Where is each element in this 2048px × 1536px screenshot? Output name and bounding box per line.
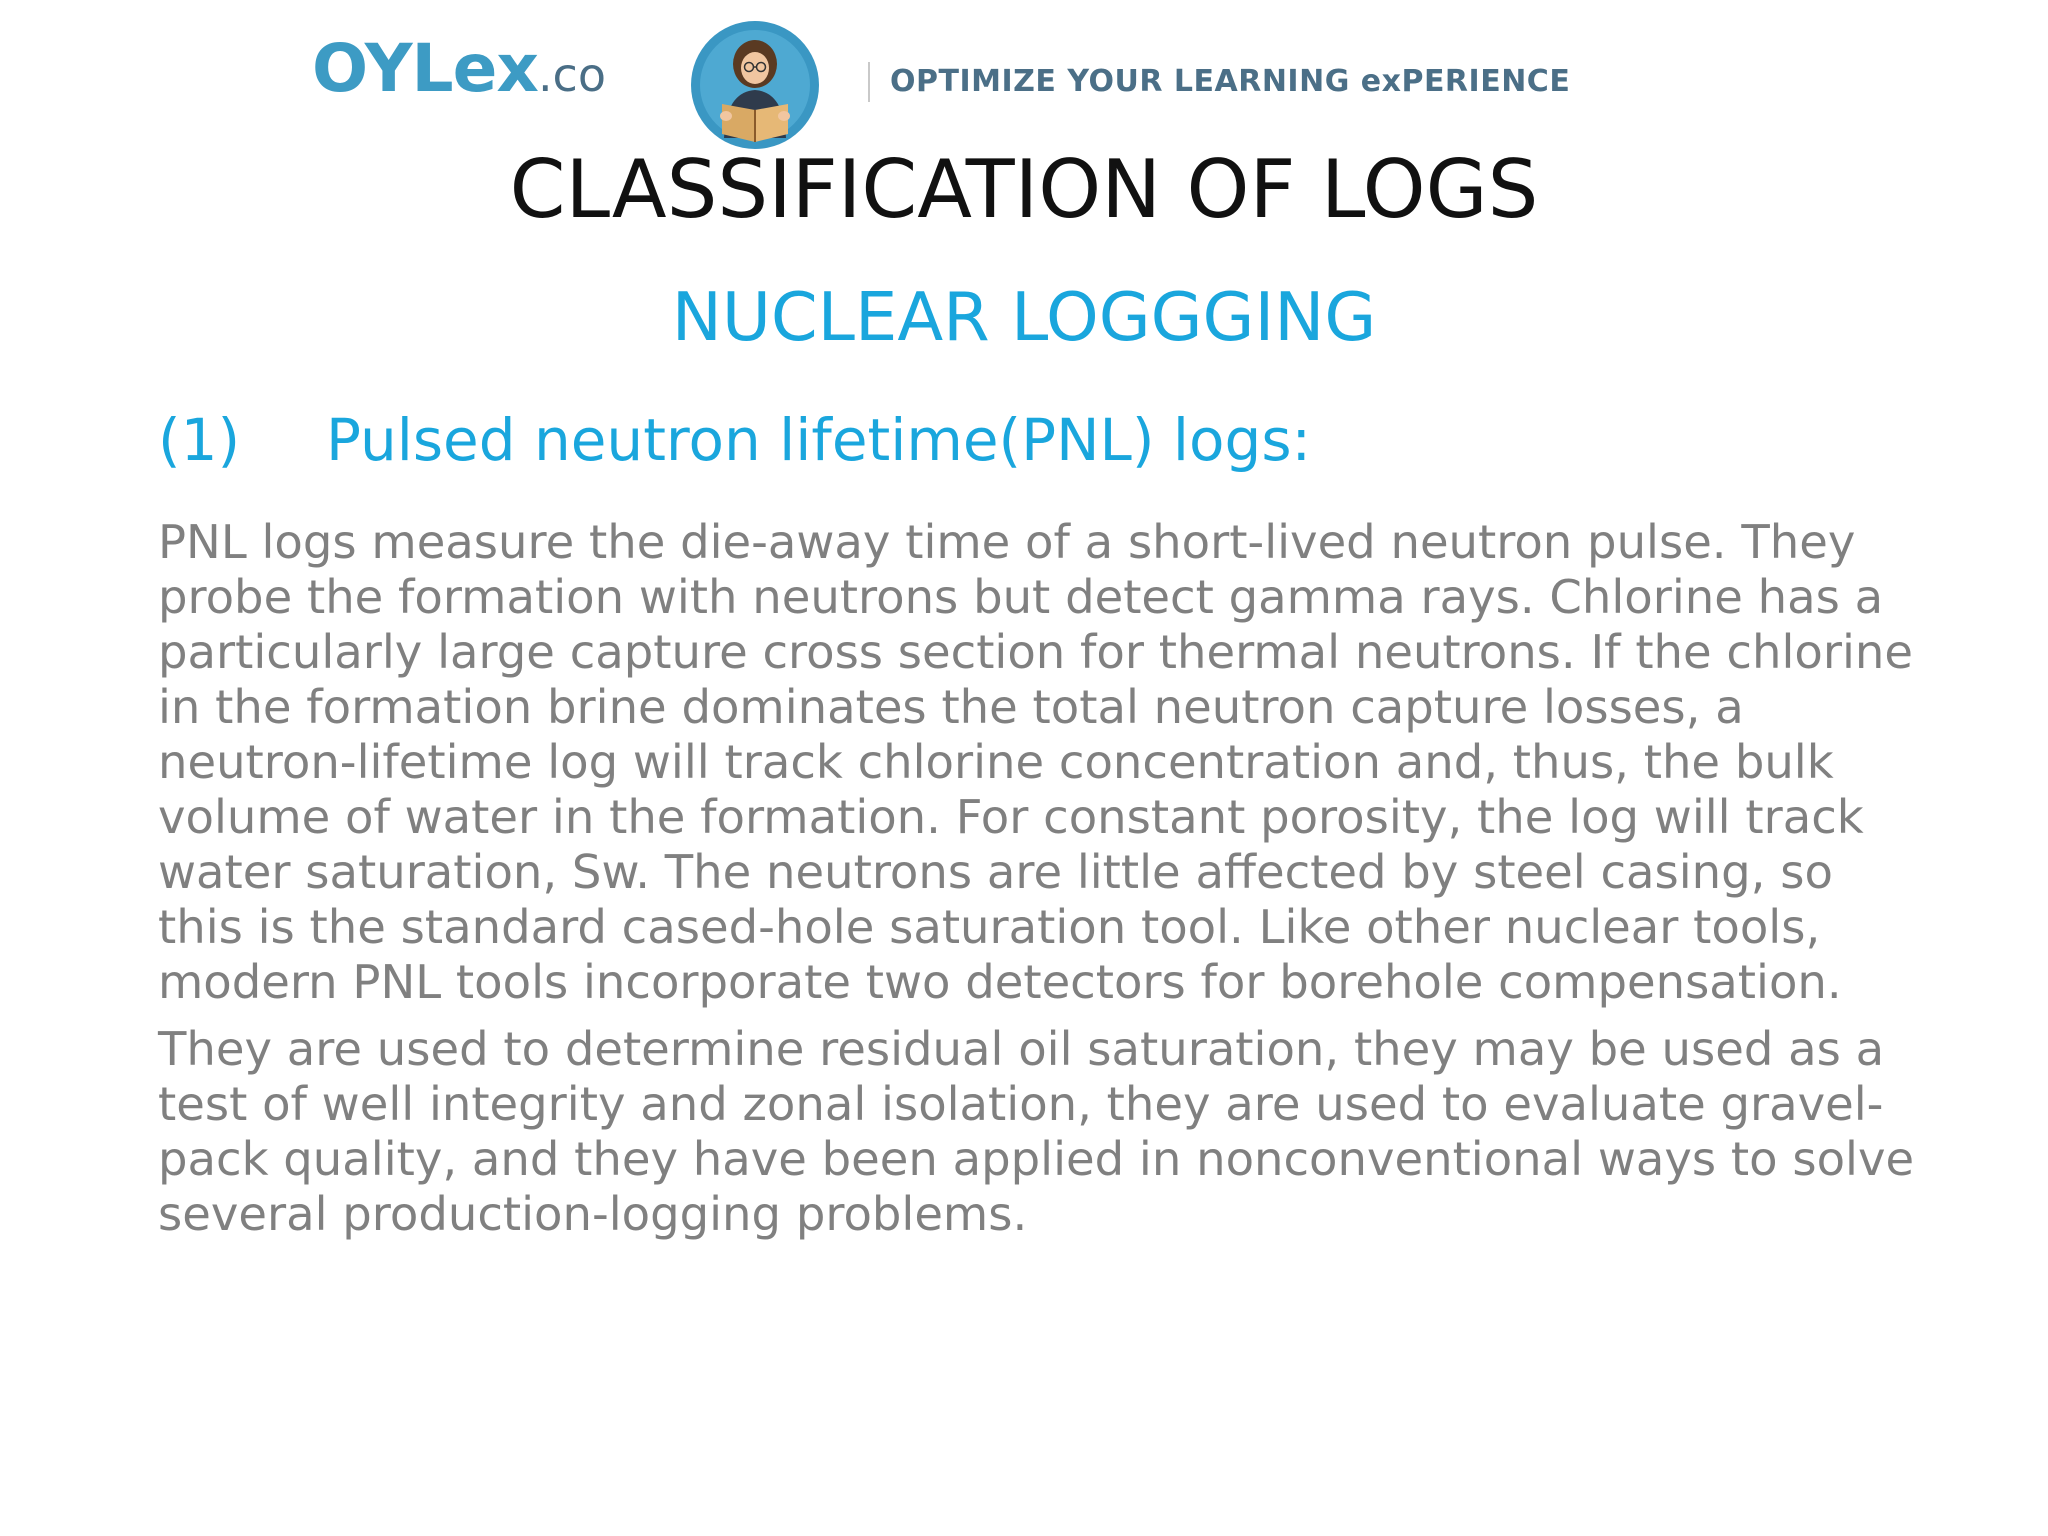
body-paragraph-2: They are used to determine residual oil saturation, they may be used as a test of well integrity and zonal isolation, they are used to evaluate gravel-pack quality, and they have been applied in nonconventional ways to solve several production-logging problems.: [158, 1022, 1915, 1241]
body-paragraph-1: PNL logs measure the die-away time of a short-lived neutron pulse. They probe the formation with neutrons but detect gamma rays. Chlorine has a particularly large capture cross section for thermal neutrons. If the chlorine in the formation brine dominates the total neutron capture losses, a neutron-lifetime log will track chlorine concentration and, thus, the bulk volume of water in the formation. For constant porosity, the log will track water saturation, Sw. The neutrons are little affected by steel casing, so this is the standard cased-hole saturation tool. Like other nuclear tools, modern PNL tools incorporate two detectors for borehole compensation.: [158, 515, 1913, 1009]
section-heading: [158, 400, 1958, 480]
slide-body: [158, 515, 1918, 1254]
brand-banner: [300, 10, 1700, 140]
section-title: Pulsed neutron lifetime(PNL) logs:: [326, 406, 1312, 474]
brand-logo: [312, 30, 606, 107]
slide-subtitle: NUCLEAR LOGGGING: [671, 278, 1377, 356]
brand-logo-main: OYLex: [312, 30, 538, 107]
brand-logo-suffix: .co: [537, 48, 606, 102]
slide-title: CLASSIFICATION OF LOGS: [509, 143, 1539, 236]
banner-divider: [868, 62, 870, 102]
reader-emblem-icon: [690, 20, 820, 150]
brand-tagline: OPTIMIZE YOUR LEARNING exPERIENCE: [890, 64, 1571, 99]
section-number: (1): [158, 406, 241, 474]
